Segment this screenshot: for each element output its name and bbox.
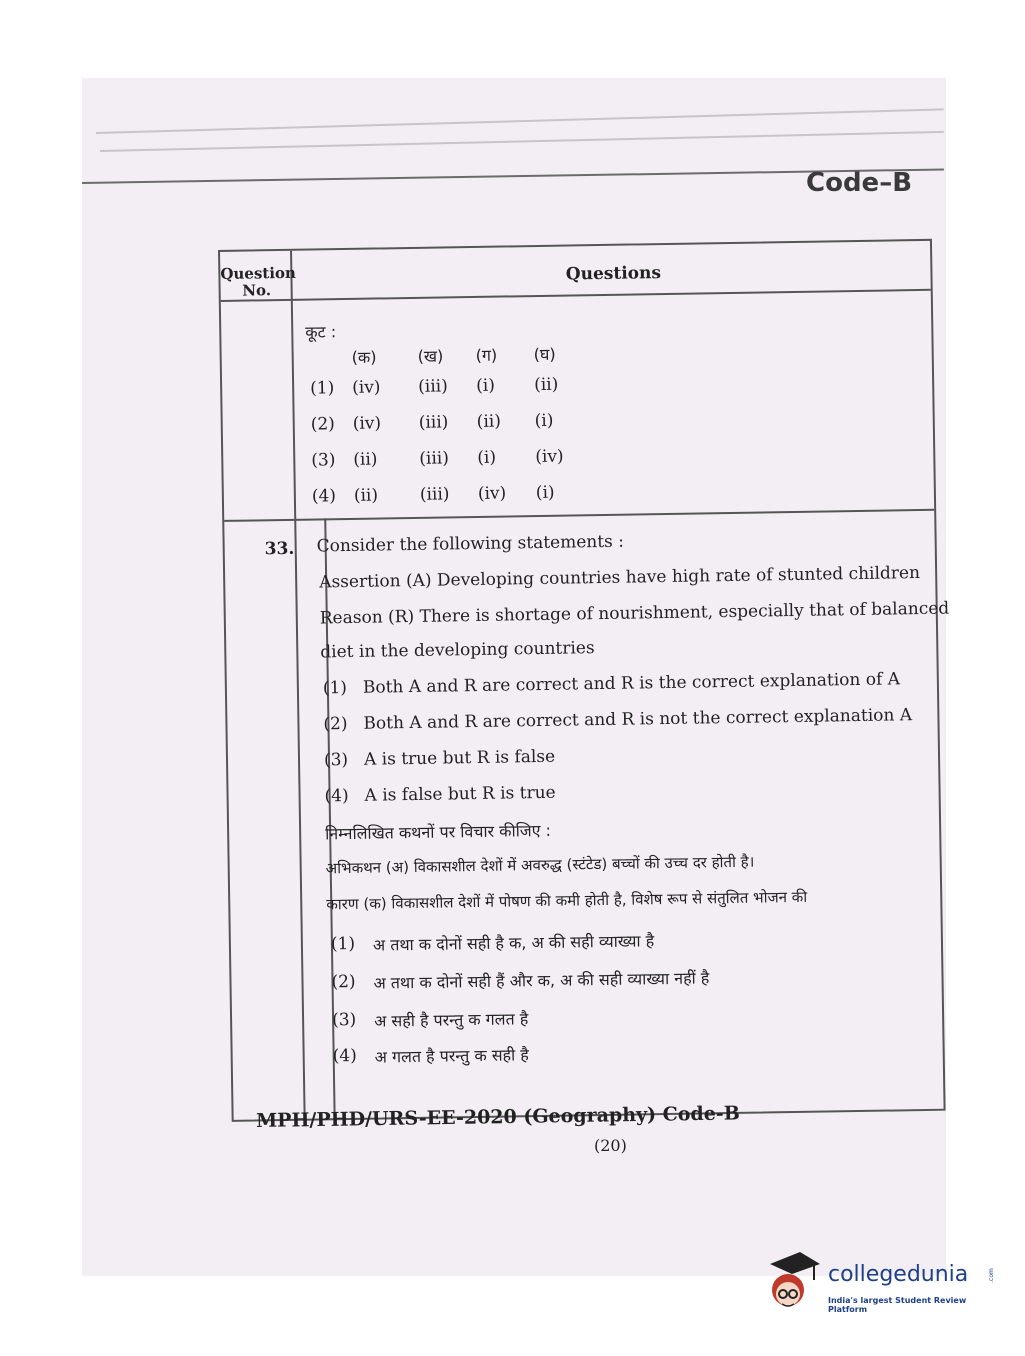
kut-cell: (iii) [418,412,449,433]
kut-cell: (i) [534,410,554,432]
footer-title: MPH/PHD/URS-EE-2020 (Geography) Code-B [256,1102,740,1132]
option-hi-text: अ तथा क दोनों सही है क, अ की सही व्याख्या है [372,931,655,955]
collegedunia-watermark [762,1250,995,1320]
option-en-no: (4) [324,786,349,807]
kut-cell: (iv) [477,483,507,504]
kut-cell: (i) [535,482,555,504]
kut-col-header: (ख) [417,346,444,366]
kut-row-no: (4) [311,486,337,507]
question-intro-en: Consider the following statements : [316,531,625,557]
question-number: 33. [264,538,295,560]
brand-suffix: .com [987,1268,995,1283]
kut-row-no: (3) [311,450,336,471]
option-en-text: Both A and R are correct and R is not the correct explanation A [363,705,913,734]
kut-cell: (ii) [476,411,502,432]
reason-en-line-1: Reason (R) There is shortage of nourishment, especially that of balanced [319,598,950,629]
question-intro-hi: निम्नलिखित कथनों पर विचार कीजिए : [325,820,552,844]
option-en-text: A is true but R is false [363,746,556,770]
page-number: (20) [594,1136,627,1155]
assertion-hi: अभिकथन (अ) विकासशील देशों में अवरुद्ध (स्टंटेड) बच्चों की उच्च दर होती है। [325,852,755,878]
kut-col-header: (क) [351,347,377,367]
option-hi-text: अ तथा क दोनों सही हैं और क, अ की सही व्याख्या नहीं है [373,968,710,993]
option-en-no: (3) [323,750,349,771]
option-en-text: A is false but R is true [364,782,556,806]
kut-col-header: (ग) [475,345,498,365]
kut-cell: (ii) [353,485,379,506]
option-hi-no: (1) [330,933,356,955]
option-hi-text: अ गलत है परन्तु क सही है [374,1045,529,1067]
header-question-no: Question No. [220,263,297,300]
option-en-text: Both A and R are correct and R is the correct explanation of A [362,669,901,698]
brand-name: collegedunia [828,1262,969,1287]
row-divider [224,509,934,522]
kut-row-no: (2) [310,414,336,435]
mascot-icon [762,1250,822,1320]
kut-cell: (ii) [353,449,378,470]
column-divider [290,251,306,1119]
kut-cell: (ii) [534,374,559,396]
assertion-en: Assertion (A) Developing countries have high rate of stunted children [319,563,921,593]
option-en-no: (1) [322,678,348,699]
kut-row-no: (1) [310,378,335,399]
kut-cell: (iv) [535,446,564,468]
brand-tagline: India's largest Student Review Platform [828,1296,967,1314]
question-table [218,239,950,1122]
option-hi-no: (3) [331,1009,357,1031]
kut-cell: (iv) [352,377,381,398]
option-hi-no: (2) [331,971,356,993]
header-questions: Questions [565,263,662,285]
kut-col-header: (घ) [533,344,556,365]
kut-cell: (iv) [352,413,382,434]
option-hi-no: (4) [332,1045,357,1067]
option-hi-text: अ सही है परन्तु क गलत है [373,1009,529,1031]
kut-cell: (iii) [419,448,450,469]
kut-cell: (i) [476,375,496,396]
reason-hi: कारण (क) विकासशील देशों में पोषण की कमी होती है, विशेष रूप से संतुलित भोजन की [326,887,808,914]
kut-label: कूट : [305,322,337,342]
header-divider [221,289,931,302]
kut-cell: (i) [477,447,497,468]
kut-cell: (iii) [418,376,448,397]
code-label: Code–B [806,168,913,198]
kut-cell: (iii) [419,484,450,505]
option-en-no: (2) [323,714,348,735]
reason-en-line-2: diet in the developing countries [320,638,595,663]
